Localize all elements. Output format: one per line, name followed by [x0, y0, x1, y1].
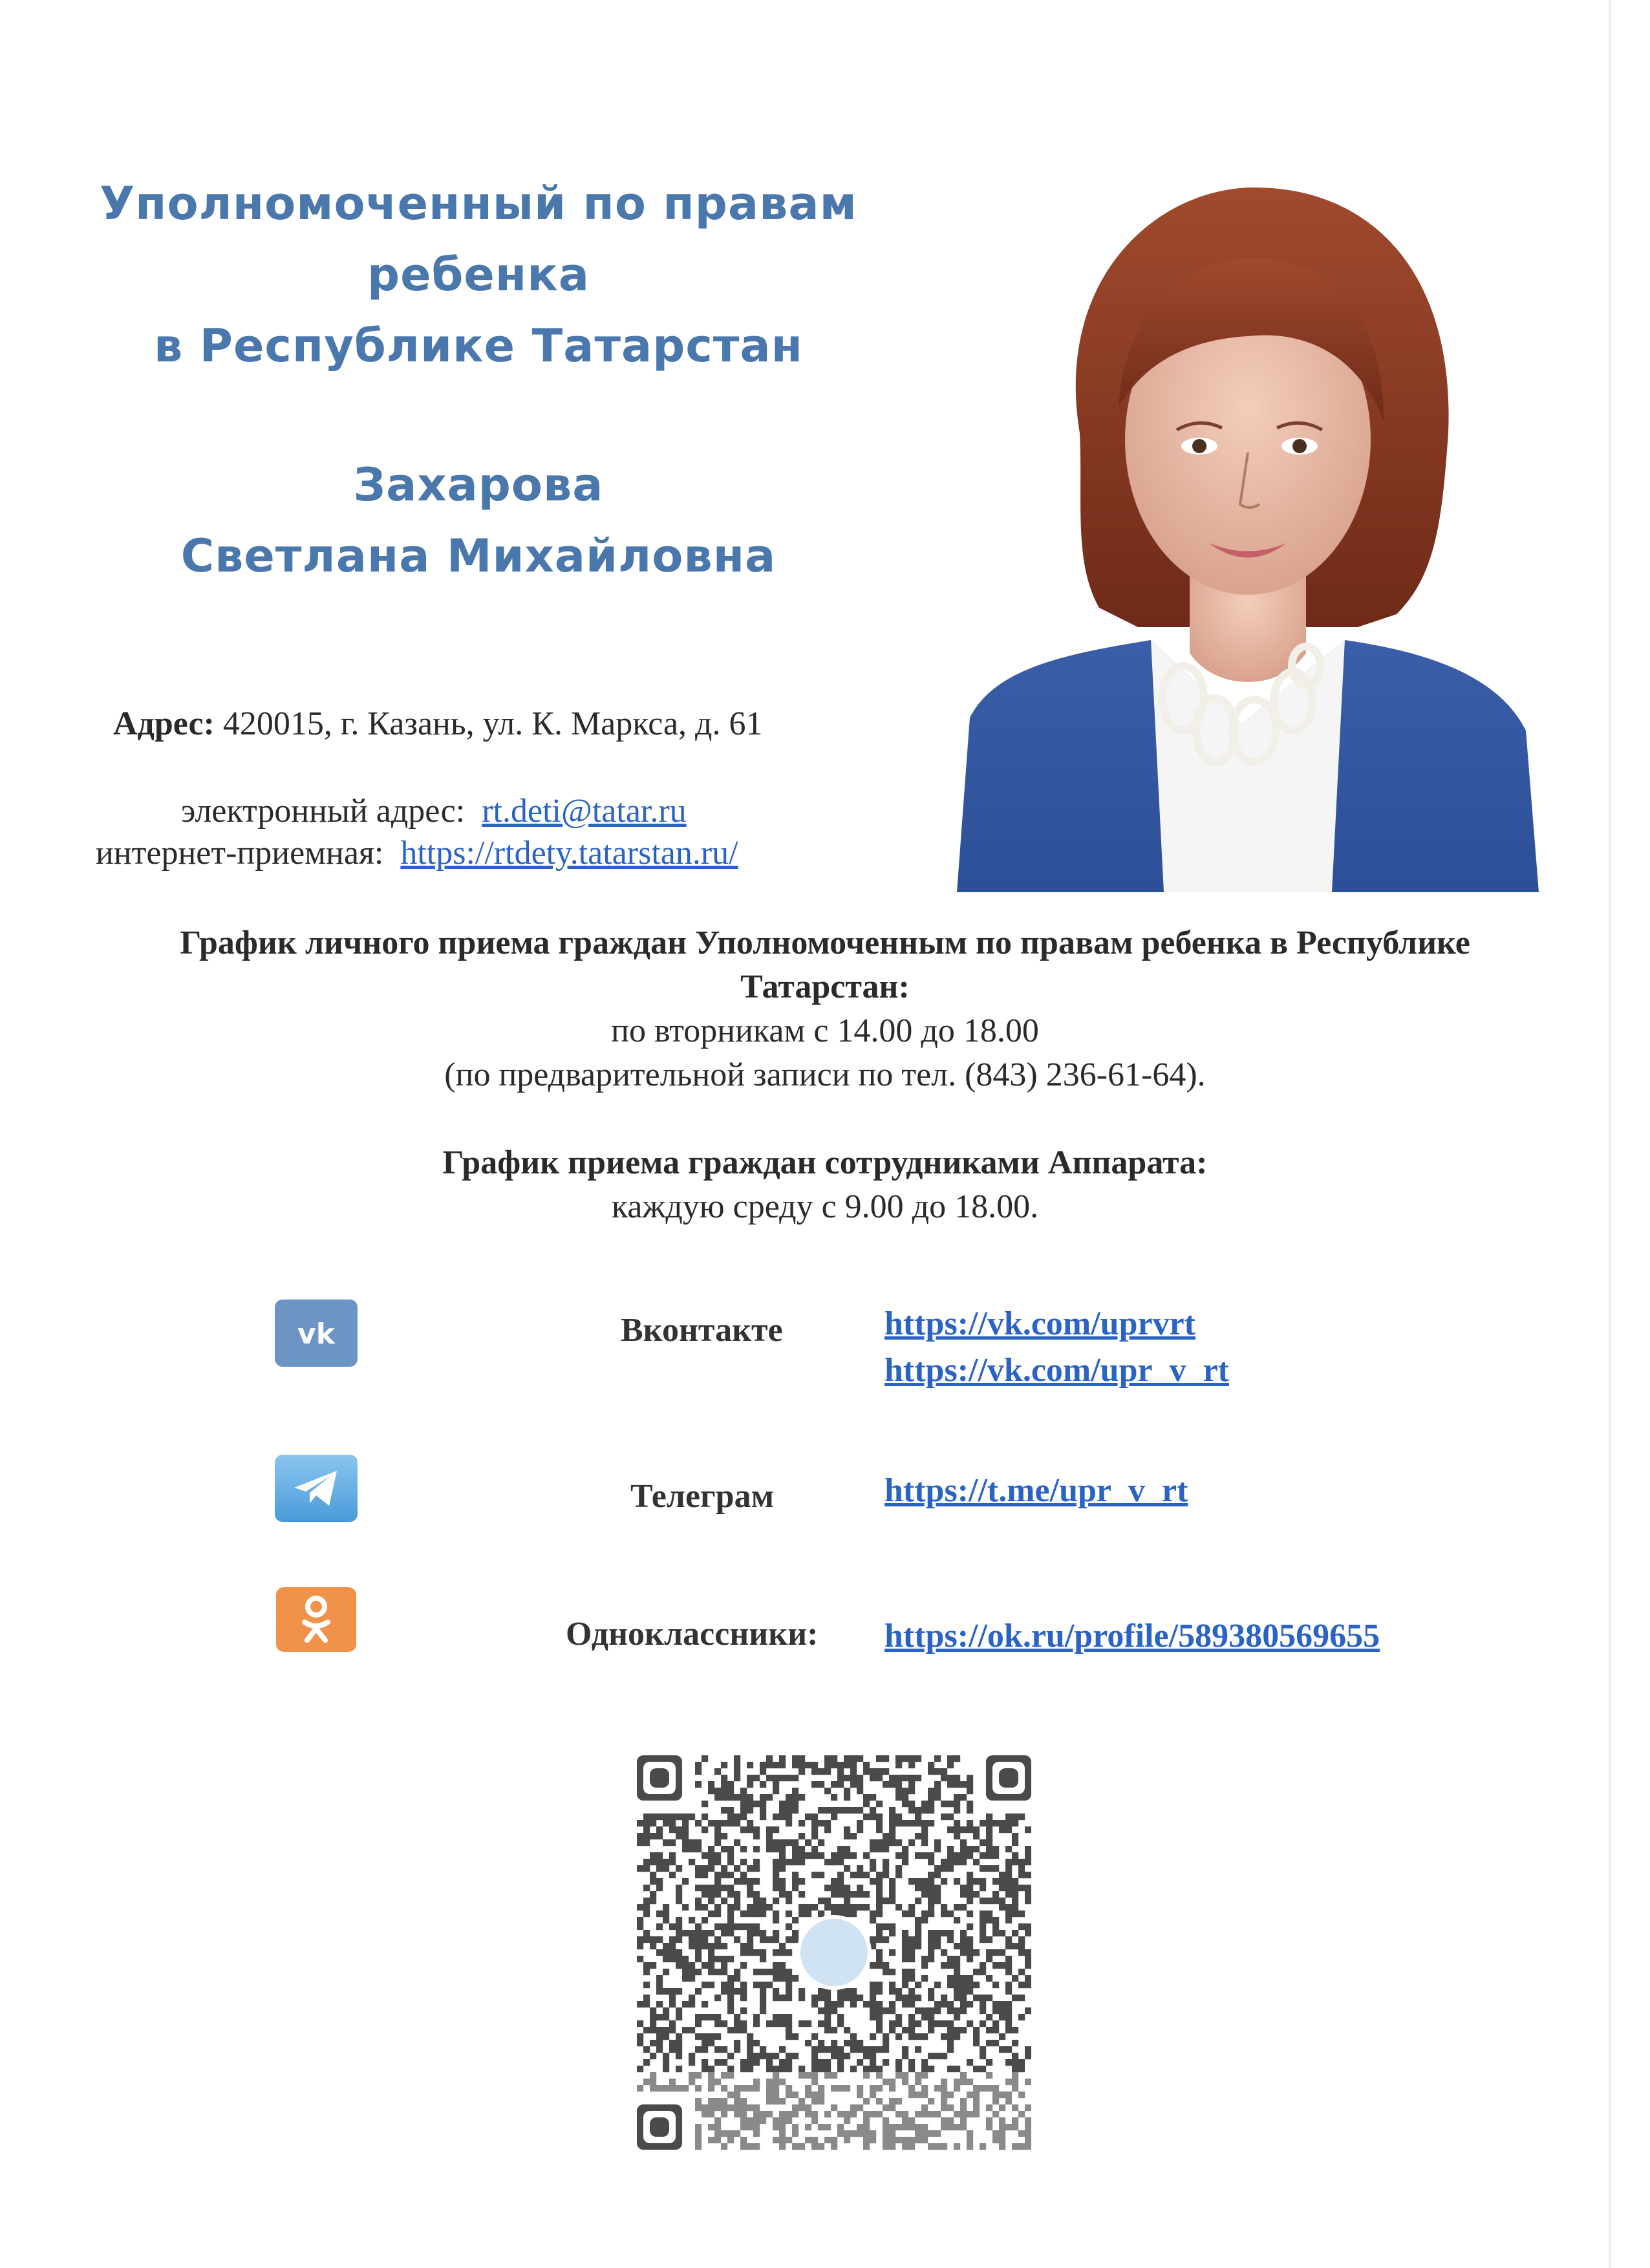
email-link[interactable]: rt.deti@tatar.ru	[482, 793, 687, 829]
person-name	[39, 449, 918, 592]
personal-heading-1: График личного приема граждан Уполномоченным по правам ребенка в Республике	[180, 925, 1470, 961]
reception-link[interactable]: https://rtdety.tatarstan.ru/	[400, 835, 738, 872]
staff-schedule	[0, 1141, 1650, 1229]
portrait-photo	[944, 162, 1539, 892]
personal-note: (по предварительной записи по тел. (843) 236-61-64).	[444, 1056, 1206, 1093]
odnoklassniki-label: Одноклассники:	[566, 1616, 819, 1653]
qr-code[interactable]	[637, 1755, 1031, 2201]
scan-edge	[1609, 0, 1611, 2268]
telegram-icon[interactable]	[275, 1455, 358, 1522]
title-line-2: ребенка	[367, 248, 590, 301]
given-names: Светлана Михайловна	[180, 530, 777, 583]
address-value: 420015, г. Казань, ул. К. Маркса, д. 61	[214, 705, 763, 742]
vk-label: Вконтакте	[621, 1312, 783, 1349]
personal-time: по вторникам с 14.00 до 18.00	[611, 1012, 1039, 1049]
personal-heading-2: Татарстан:	[740, 968, 910, 1005]
odnoklassniki-link[interactable]: https://ok.ru/profile/589380569655	[884, 1618, 1380, 1654]
address-line	[113, 705, 762, 743]
svg-text:vk: vk	[297, 1318, 335, 1351]
staff-time: каждую среду с 9.00 до 18.00.	[611, 1188, 1039, 1225]
telegram-links	[884, 1468, 1188, 1514]
odnoklassniki-links	[884, 1613, 1380, 1660]
personal-schedule	[0, 921, 1650, 1097]
vk-link-2[interactable]: https://vk.com/upr_v_rt	[884, 1352, 1229, 1389]
title-line-1: Уполномоченный по правам	[100, 177, 857, 230]
staff-heading: График приема граждан сотрудниками Аппарата:	[442, 1144, 1208, 1181]
vk-link-1[interactable]: https://vk.com/uprvrt	[884, 1305, 1195, 1342]
title-line-3: в Республике Татарстан	[153, 319, 804, 372]
odnoklassniki-icon[interactable]	[276, 1587, 356, 1652]
reception-line	[96, 834, 738, 872]
email-line	[181, 792, 687, 830]
address-label: Адрес:	[113, 705, 215, 742]
telegram-label: Телеграм	[630, 1478, 774, 1515]
telegram-link[interactable]: https://t.me/upr_v_rt	[884, 1472, 1188, 1509]
surname: Захарова	[353, 458, 604, 511]
vk-icon[interactable]	[275, 1300, 358, 1367]
page-title	[39, 168, 918, 381]
reception-label: интернет-приемная:	[96, 835, 384, 872]
email-label: электронный адрес:	[181, 793, 466, 829]
vk-links	[884, 1301, 1229, 1394]
